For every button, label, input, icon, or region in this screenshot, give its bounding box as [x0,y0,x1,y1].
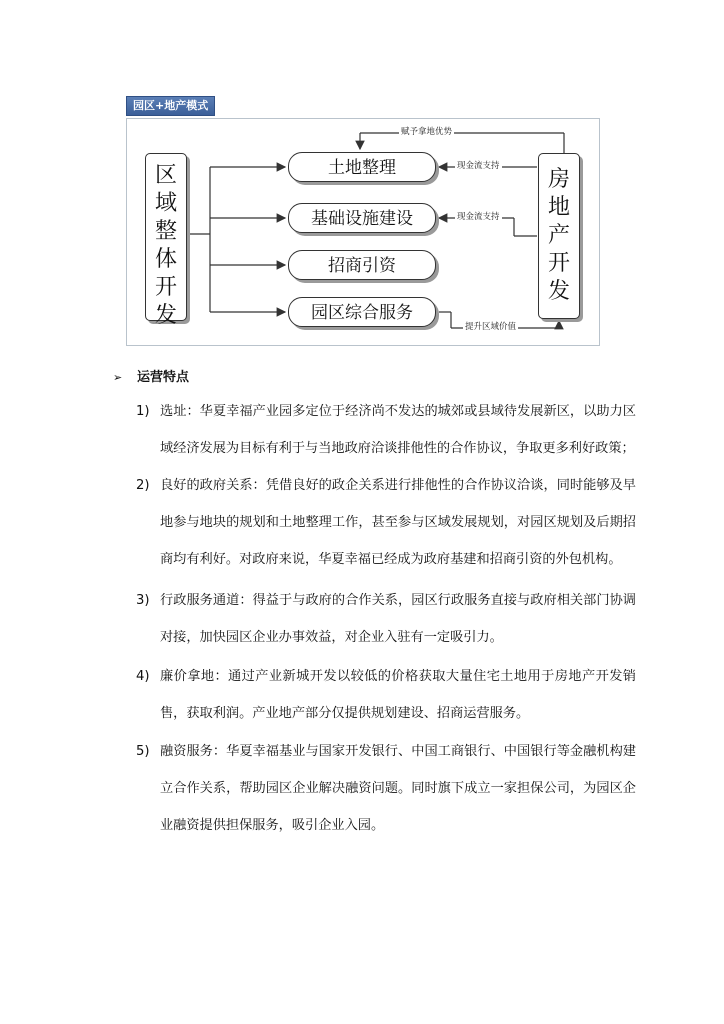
item-number: 3) [136,593,150,608]
regional-development-box [145,153,187,328]
item-number: 2) [136,478,150,493]
list-item [136,733,636,844]
list-item [136,467,636,578]
flow-diagram [126,118,600,346]
edge-label-cash2: 现金流支持 [457,212,500,222]
list-item [136,658,636,732]
item-text: 良好的政府关系：凭借良好的政企关系进行排他性的合作协议洽谈，同时能够及早地参与地块的规划和土地整理工作，甚至参与区域发展规划，对园区规划及后期招商均有利好。对政府来说，华夏幸福已经成为政府基建和招商引资的外包机构。 [160,478,636,567]
left-box-char: 区 [154,163,177,188]
park-service-node: 园区综合服务 [288,297,436,327]
section-heading [113,366,189,385]
bullet-arrow-icon: ➢ [113,371,123,384]
left-box-char: 域 [154,191,177,216]
edge-label-top: 赋予拿地优势 [401,127,453,137]
right-box-char: 地 [547,195,570,220]
investment-attraction-node: 招商引资 [288,250,436,280]
edge-label-bottom: 提升区域价值 [465,322,517,332]
left-box-char: 整 [154,219,177,244]
item-number: 1) [136,404,150,419]
section-title: 运营特点 [137,370,190,385]
right-box-char: 产 [547,223,570,248]
item-text: 选址：华夏幸福产业园多定位于经济尚不发达的城郊或县域待发展新区，以助力区域经济发展为目标有利于与当地政府洽谈排他性的合作协议，争取更多利好政策； [160,404,636,456]
list-item [136,582,636,656]
right-box-char: 开 [547,251,570,276]
list-item [136,393,636,467]
infrastructure-node: 基础设施建设 [288,203,436,233]
right-box-char: 房 [547,167,570,192]
real-estate-development-box [538,153,580,319]
left-box-char: 开 [154,275,177,300]
item-number: 4) [136,669,150,684]
item-number: 5) [136,744,150,759]
edge-label-cash1: 现金流支持 [457,161,500,171]
right-box-char: 发 [547,279,570,304]
left-box-char: 发 [154,303,177,328]
left-box-char: 体 [154,247,177,272]
item-text: 廉价拿地：通过产业新城开发以较低的价格获取大量住宅土地用于房地产开发销售，获取利润。产业地产部分仅提供规划建设、招商运营服务。 [160,669,636,721]
item-text: 融资服务：华夏幸福基业与国家开发银行、中国工商银行、中国银行等金融机构建立合作关系，帮助园区企业解决融资问题。同时旗下成立一家担保公司，为园区企业融资提供担保服务，吸引企业入园。 [160,744,636,833]
item-text: 行政服务通道：得益于与政府的合作关系，园区行政服务直接与政府相关部门协调对接，加快园区企业办事效益，对企业入驻有一定吸引力。 [160,593,636,645]
figure-title: 园区+地产模式 [126,96,215,116]
land-consolidation-node: 土地整理 [288,152,436,182]
